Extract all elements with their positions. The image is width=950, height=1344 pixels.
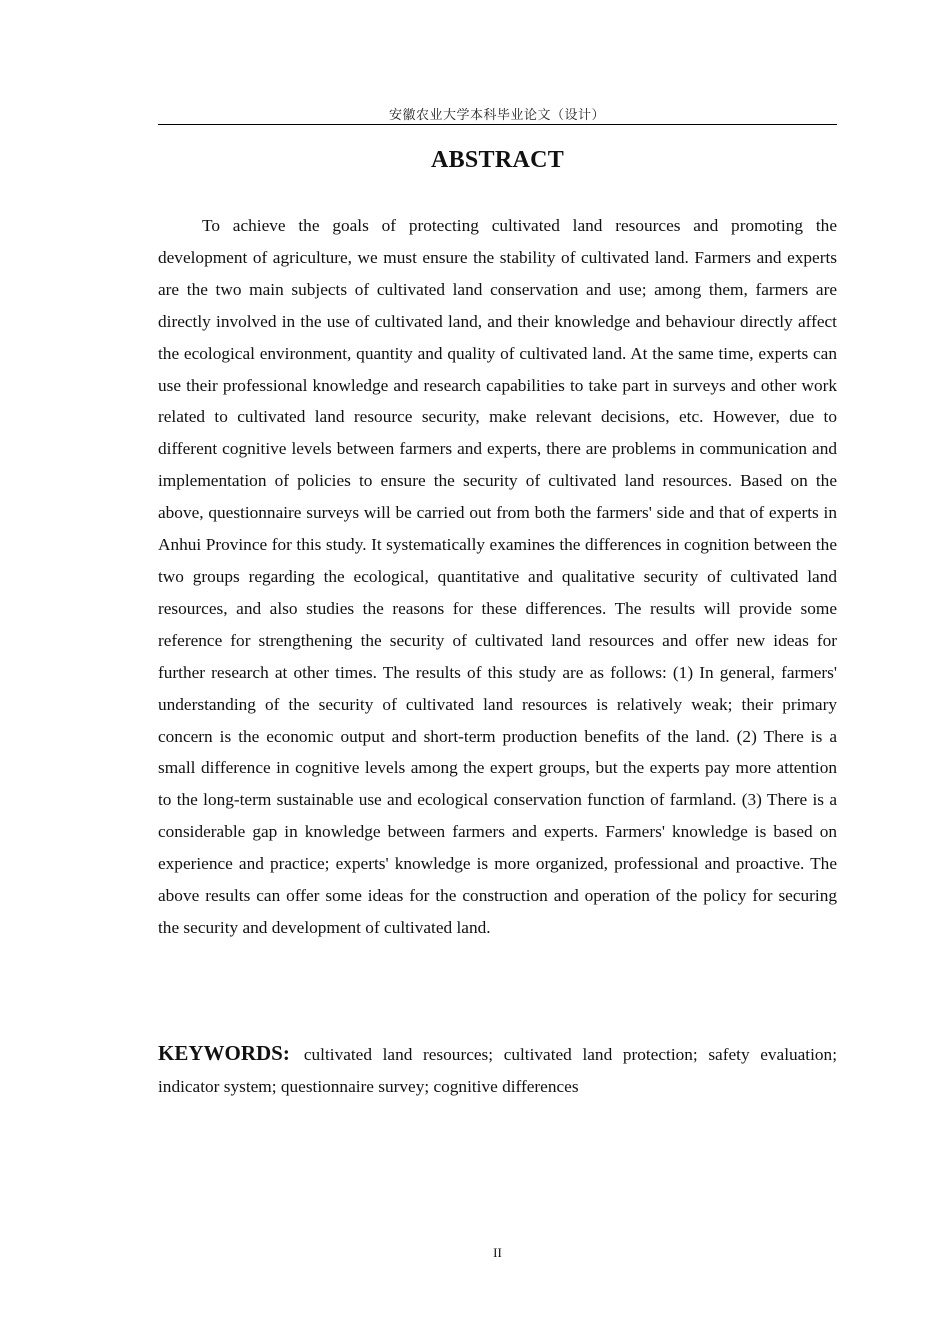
abstract-body: To achieve the goals of protecting cultivated land resources and promoting the development of agriculture, we must ensure the stability of cultivated land. Farmers and experts are the two main subjects of cultivated land conservation and use; among them, farmers are directly involved in the use of cultivated land, and their knowledge and behaviour directly affect the ecological environment, quantity and quality of cultivated land. At the same time, experts can use their professional knowledge and research capabilities to take part in surveys and other work related to cultivated land resource security, make relevant decisions, etc. However, due to different cognitive levels between farmers and experts, there are problems in communication and implementation of policies to ensure the security of cultivated land resources. Based on the above, questionnaire surveys will be carried out from both the farmers' side and that of experts in Anhui Province for this study. It systematically examines the differences in cognition between the two groups regarding the ecological, quantitative and qualitative security of cultivated land resources, and also studies the reasons for these differences. The results will provide some reference for strengthening the security of cultivated land resources and offer new ideas for further research at other times. The results of this study are as follows: (1) In general, farmers' understanding of the security of cultivated land resources is relatively weak; their primary concern is the economic output and short-term production benefits of the land. (2) There is a small difference in cognitive levels among the expert groups, but the experts pay more attention to the long-term sustainable use and ecological conservation function of farmland. (3) There is a considerable gap in knowledge between farmers and experts. Farmers' knowledge is based on experience and practice; experts' knowledge is more organized, professional and proactive. The above results can offer some ideas for the construction and operation of the policy for securing the security and development of cultivated land. <box>158 216 837 937</box>
page-number: II <box>493 1245 502 1260</box>
running-header: 安徽农业大学本科毕业论文（设计） <box>388 108 605 123</box>
header-rule <box>158 124 837 125</box>
abstract-title: ABSTRACT <box>430 147 565 173</box>
keywords-label: KEYWORDS: <box>158 1041 290 1065</box>
keywords-text: cultivated land resources; cultivated land protection; safety evaluation; indicator system; questionnaire survey; cognitive differences <box>158 1045 837 1096</box>
keywords-paragraph <box>158 1038 837 1103</box>
